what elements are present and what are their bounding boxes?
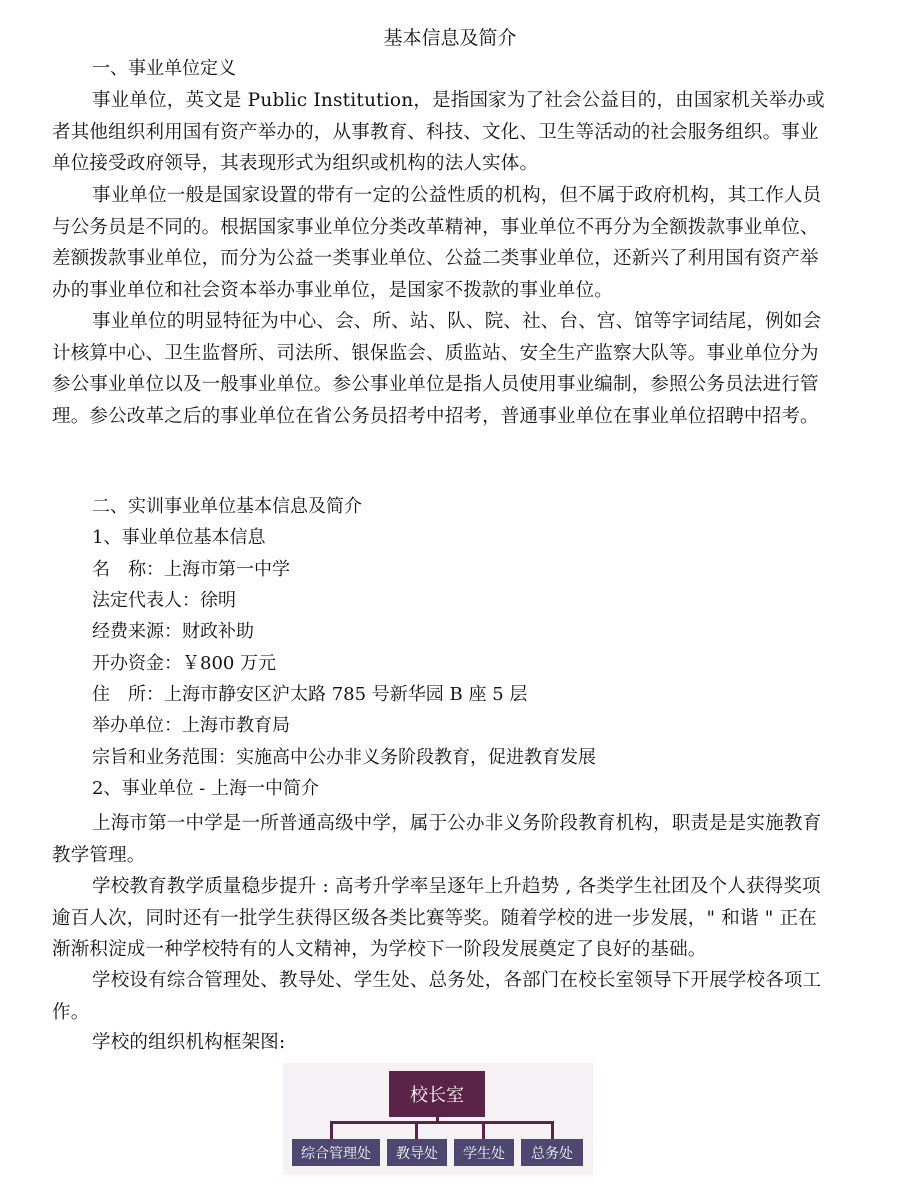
org-chart-dept-teaching: 教导处 <box>387 1139 447 1166</box>
org-chart-dept-general-affairs: 总务处 <box>521 1139 583 1166</box>
section-2-heading: 二、实训事业单位基本信息及简介 <box>92 496 362 517</box>
section-2-paragraph-3: 学校设有综合管理处、教导处、学生处、总务处，各部门在校长室领导下开展学校各项工作。 <box>52 970 822 1023</box>
info-scope: 宗旨和业务范围：实施高中公办非义务阶段教育，促进教育发展 <box>92 747 596 768</box>
section-1-paragraph-2: 事业单位一般是国家设置的带有一定的公益性质的机构，但不属于政府机构，其工作人员与公务员是不同的。根据国家事业单位分类改革精神，事业单位不再分为全额拨款事业单位、差额拨款事业单位，而分为公益一类事业单位、公益二类事业单位，还新兴了利用国有资产举办的事业单位和社会资本举办事业单位，是国家不拨款的事业单位。 <box>52 185 822 301</box>
org-chart-dept-student: 学生处 <box>454 1139 514 1166</box>
info-address: 住 所：上海市静安区沪太路 785 号新华园 B 座 5 层 <box>92 684 528 705</box>
org-connector-drop-4 <box>551 1121 554 1139</box>
section-1-paragraph-3: 事业单位的明显特征为中心、会、所、站、队、院、社、台、宫、馆等字词结尾，例如会计核算中心、卫生监督所、司法所、银保监会、质监站、安全生产监察大队等。事业单位分为参公事业单位以及一般事业单位。参公事业单位是指人员使用事业编制，参照公务员法进行管理。参公改革之后的事业单位在省公务员招考中招考，普通事业单位在事业单位招聘中招考。 <box>52 311 822 427</box>
subsection-1-heading: 1、事业单位基本信息 <box>92 527 266 548</box>
org-chart-top-principal-office: 校长室 <box>389 1071 485 1117</box>
org-connector-drop-2 <box>415 1121 418 1139</box>
section-1-heading: 一、事业单位定义 <box>92 58 236 79</box>
info-legal-representative: 法定代表人：徐明 <box>92 590 236 611</box>
org-connector-drop-1 <box>330 1121 333 1139</box>
org-chart <box>283 1063 593 1175</box>
section-1-paragraph-1: 事业单位，英文是 Public Institution，是指国家为了社会公益目的，由国家机关举办或者其他组织利用国有资产举办的，从事教育、科技、文化、卫生等活动的社会服务组织。事业单位接受政府领导，其表现形式为组织或机构的法人实体。 <box>52 90 825 174</box>
document-title: 基本信息及简介 <box>383 27 517 49</box>
section-2-paragraph-2: 学校教育教学质量稳步提升 : 高考升学率呈逐年上升趋势 , 各类学生社团及个人获得奖项逾百人次，同时还有一批学生获得区级各类比赛等奖。随着学校的进一步发展，" 和谐 " 正在渐渐积淀成一种学校特有的人文精神，为学校下一阶段发展奠定了良好的基础。 <box>52 876 821 960</box>
subsection-2-heading: 2、事业单位 - 上海一中简介 <box>92 778 319 799</box>
info-funding-source: 经费来源：财政补助 <box>92 621 254 642</box>
section-2-paragraph-1: 上海市第一中学是一所普通高级中学，属于公办非义务阶段教育机构，职责是是实施教育教学管理。 <box>52 813 822 866</box>
info-sponsor: 举办单位：上海市教育局 <box>92 715 290 736</box>
info-start-capital: 开办资金：￥800 万元 <box>92 653 277 674</box>
org-chart-dept-general-management: 综合管理处 <box>292 1139 380 1166</box>
info-name: 名 称：上海市第一中学 <box>92 559 290 580</box>
org-connector-drop-3 <box>482 1121 485 1139</box>
org-connector-horizontal <box>330 1121 553 1124</box>
section-2-paragraph-4: 学校的组织机构框架图: <box>92 1032 286 1053</box>
